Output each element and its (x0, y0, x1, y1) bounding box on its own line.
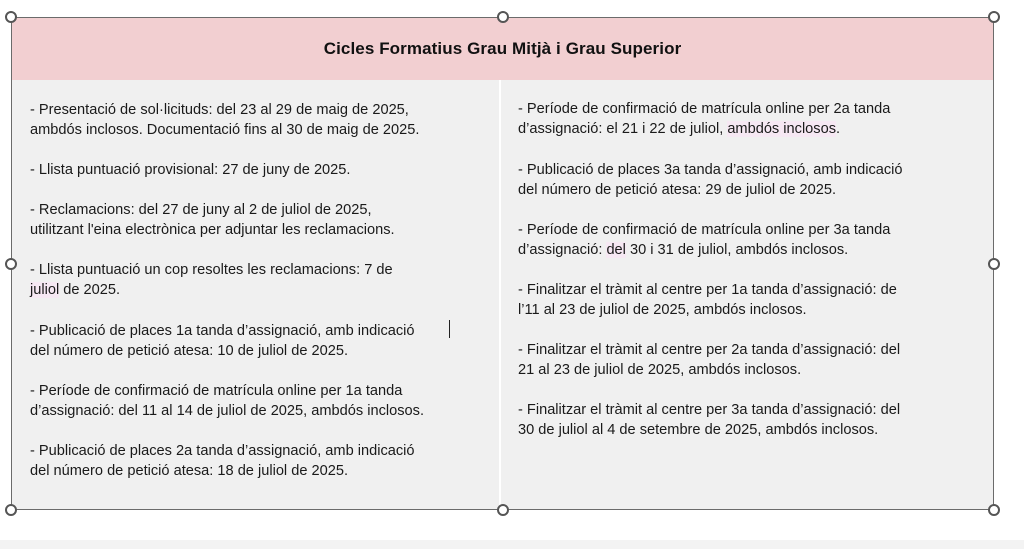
right-paragraph-2 (518, 160, 903, 200)
text-cursor (449, 320, 450, 338)
paragraph-line: - Finalitzar el tràmit al centre per 1a tanda d’assignació: de (518, 282, 897, 298)
paragraph-line: del número de petició atesa: 10 de juliol de 2025. (30, 343, 349, 359)
left-paragraph-3 (30, 200, 395, 240)
paragraph-line: de 2025. (59, 282, 121, 298)
left-paragraph-5 (30, 321, 415, 361)
info-table[interactable] (11, 17, 994, 510)
left-column-cell[interactable] (12, 80, 499, 509)
resize-handle-bottom-left[interactable] (5, 504, 17, 516)
resize-handle-middle-right[interactable] (988, 258, 1000, 270)
right-paragraph-4 (518, 280, 897, 320)
paragraph-line: - Publicació de places 3a tanda d’assignació, amb indicació (518, 162, 903, 178)
bottom-strip (0, 540, 1024, 549)
resize-handle-middle-left[interactable] (5, 258, 17, 270)
paragraph-line: - Reclamacions: del 27 de juny al 2 de juliol de 2025, (30, 202, 372, 218)
paragraph-line: 21 al 23 de juliol de 2025, ambdós inclosos. (518, 362, 802, 378)
paragraph-line: 30 i 31 de juliol, ambdós inclosos. (625, 242, 849, 258)
right-paragraph-5 (518, 340, 900, 380)
resize-handle-top-right[interactable] (988, 11, 1000, 23)
left-paragraph-2 (30, 160, 350, 180)
highlighted-phrase: ambdós inclosos (727, 121, 837, 137)
paragraph-line: - Publicació de places 2a tanda d’assignació, amb indicació (30, 443, 415, 459)
resize-handle-bottom-right[interactable] (988, 504, 1000, 516)
left-paragraph-4 (30, 260, 393, 300)
resize-handle-top-center[interactable] (497, 11, 509, 23)
right-paragraph-3 (518, 220, 890, 260)
paragraph-line: - Llista puntuació provisional: 27 de juny de 2025. (30, 162, 351, 178)
paragraph-line: del número de petició atesa: 29 de juliol de 2025. (518, 182, 837, 198)
left-paragraph-1 (30, 100, 419, 140)
table-header (12, 18, 993, 80)
paragraph-line: d’assignació: el 21 i 22 de juliol, (518, 121, 728, 137)
paragraph-line: l’11 al 23 de juliol de 2025, ambdós inclosos. (518, 302, 807, 318)
paragraph-line: - Finalitzar el tràmit al centre per 3a tanda d’assignació: del (518, 402, 901, 418)
highlighted-word: juliol (30, 282, 60, 298)
left-paragraph-7 (30, 441, 415, 481)
paragraph-line: - Finalitzar el tràmit al centre per 2a tanda d’assignació: del (518, 342, 901, 358)
paragraph-line: del número de petició atesa: 18 de juliol de 2025. (30, 463, 349, 479)
paragraph-line: d’assignació: (518, 242, 607, 258)
paragraph-line: ambdós inclosos. Documentació fins al 30 de maig de 2025. (30, 122, 420, 138)
paragraph-line: d’assignació: del 11 al 14 de juliol de 2025, ambdós inclosos. (30, 403, 425, 419)
paragraph-line: - Publicació de places 1a tanda d’assignació, amb indicació (30, 323, 415, 339)
right-column-cell[interactable] (501, 80, 993, 509)
right-paragraph-6 (518, 400, 900, 440)
paragraph-line: - Període de confirmació de matrícula online per 1a tanda (30, 383, 403, 399)
paragraph-line: - Presentació de sol·licituds: del 23 al 29 de maig de 2025, (30, 102, 409, 118)
paragraph-line: . (836, 121, 841, 137)
highlighted-word: del (606, 242, 626, 258)
right-paragraph-1 (518, 99, 890, 139)
paragraph-line: utilitzant l'eina electrònica per adjuntar les reclamacions. (30, 222, 395, 238)
left-paragraph-6 (30, 381, 424, 421)
resize-handle-bottom-center[interactable] (497, 504, 509, 516)
paragraph-line: 30 de juliol al 4 de setembre de 2025, ambdós inclosos. (518, 422, 879, 438)
paragraph-line: - Llista puntuació un cop resoltes les reclamacions: 7 de (30, 262, 393, 278)
table-title: Cicles Formatius Grau Mitjà i Grau Superior (323, 39, 682, 58)
paragraph-line: - Període de confirmació de matrícula online per 2a tanda (518, 101, 891, 117)
paragraph-line: - Període de confirmació de matrícula online per 3a tanda (518, 222, 891, 238)
resize-handle-top-left[interactable] (5, 11, 17, 23)
